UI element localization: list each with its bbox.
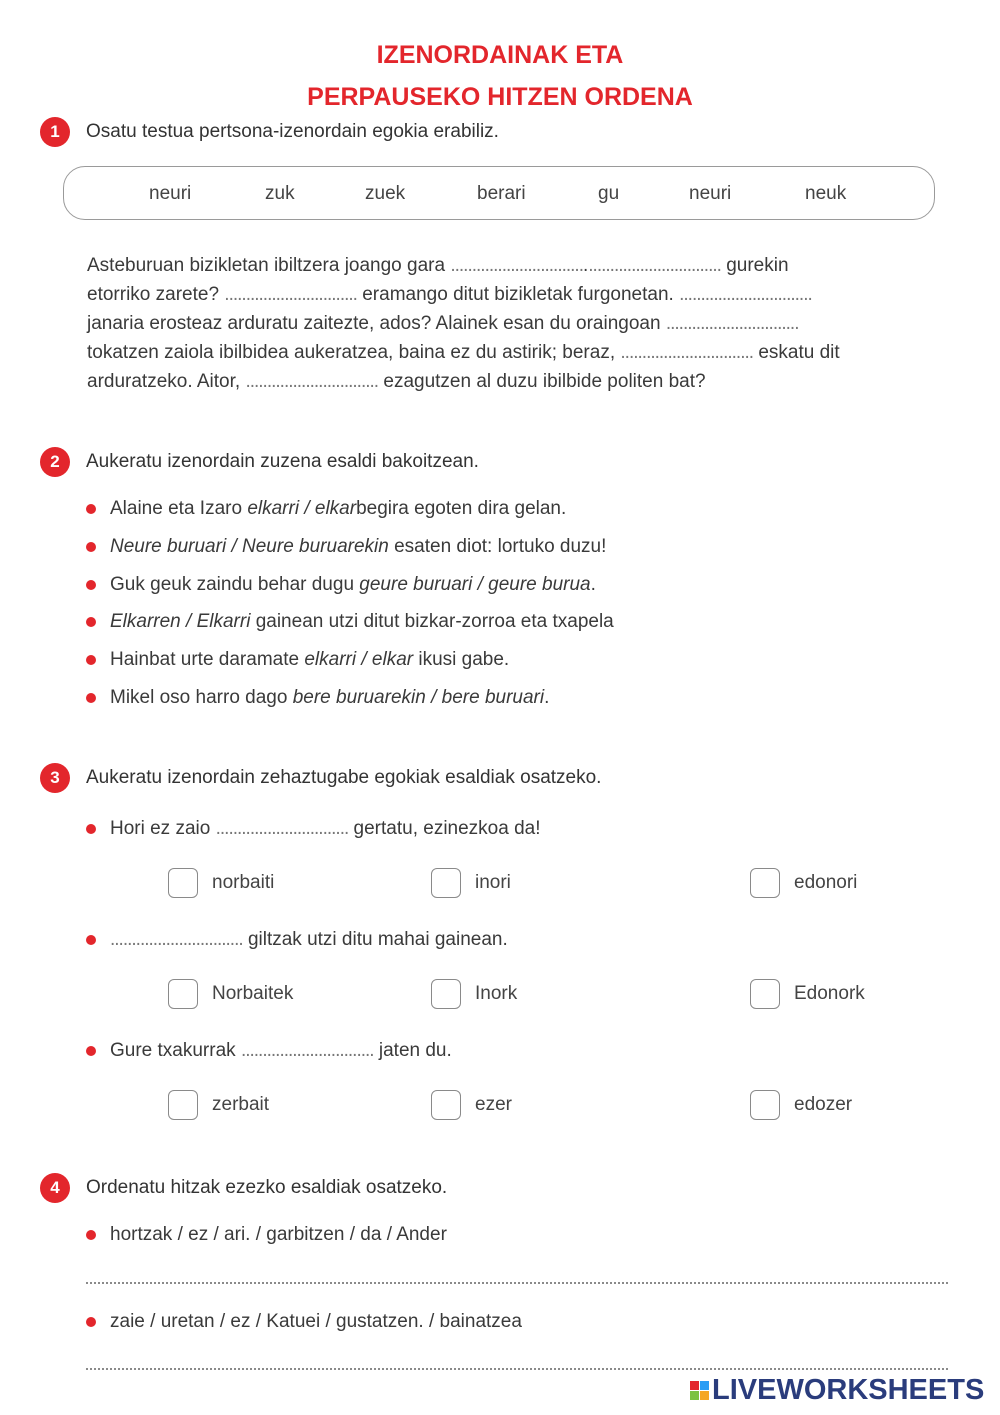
section-1-number: 1 — [40, 117, 70, 147]
bullet-dot — [86, 1230, 96, 1240]
logo-square — [690, 1381, 699, 1390]
checkbox[interactable] — [431, 1090, 461, 1120]
pronoun-options[interactable]: bere buruarekin / bere buruari — [292, 687, 545, 708]
option-label: norbaiti — [212, 872, 275, 893]
word-bank-item: zuk — [265, 183, 295, 204]
scrambled-words: hortzak / ez / ari. / garbitzen / da / Ander — [110, 1224, 447, 1245]
sentence-text: esaten diot: lortuko duzu! — [394, 536, 607, 557]
blank-6[interactable]: ............................... — [620, 342, 754, 363]
choice-sentence[interactable] — [86, 611, 614, 633]
section-3-header — [40, 763, 601, 793]
option-label: ezer — [475, 1094, 512, 1115]
checkbox[interactable] — [168, 868, 198, 898]
option-label: edozer — [794, 1094, 853, 1115]
pronoun-options[interactable]: elkarri / elkar — [247, 498, 357, 519]
bullet-dot — [86, 1046, 96, 1056]
text-line-3 — [87, 309, 967, 338]
bullet-dot — [86, 655, 96, 665]
text-line-1 — [87, 251, 967, 280]
answer-line-1[interactable] — [86, 1282, 948, 1284]
checkbox[interactable] — [750, 868, 780, 898]
bullet-dot — [86, 504, 96, 514]
pronoun-options[interactable]: geure buruari / geure burua — [359, 574, 591, 595]
question-1 — [86, 818, 541, 840]
question-3 — [86, 1040, 452, 1062]
checkbox[interactable] — [750, 979, 780, 1009]
answer-line-2[interactable] — [86, 1368, 948, 1370]
text-segment: gurekin — [726, 255, 789, 276]
option-inork[interactable] — [431, 979, 517, 1009]
bullet-dot — [86, 935, 96, 945]
sentence-text: giltzak utzi ditu mahai gainean. — [247, 929, 508, 950]
section-3-number: 3 — [40, 763, 70, 793]
checkbox[interactable] — [750, 1090, 780, 1120]
checkbox[interactable] — [431, 868, 461, 898]
sentence-text: Hainbat urte daramate — [110, 649, 300, 670]
blank[interactable]: ............................... — [215, 818, 349, 839]
logo-grid-icon — [690, 1381, 709, 1400]
option-edonork[interactable] — [750, 979, 865, 1009]
option-label: Norbaitek — [212, 983, 294, 1004]
reorder-item-1 — [86, 1224, 447, 1246]
option-inori[interactable] — [431, 868, 511, 898]
word-bank-item: gu — [598, 183, 620, 204]
section-3-instruction: Aukeratu izenordain zehaztugabe egokiak esaldiak osatzeko. — [86, 767, 602, 788]
word-bank — [63, 166, 935, 220]
sentence-text: Alaine eta Izaro — [110, 498, 243, 519]
logo-square — [690, 1391, 699, 1400]
blank-7[interactable]: ............................... — [245, 371, 379, 392]
choice-sentence[interactable] — [86, 687, 549, 709]
word-bank-item: berari — [477, 183, 526, 204]
section-4-number: 4 — [40, 1173, 70, 1203]
text-segment: tokatzen zaiola ibilbidea aukeratzea, baina ez du astirik; beraz, — [87, 342, 616, 363]
blank-2[interactable]: ............................... — [588, 255, 721, 276]
option-label: inori — [475, 872, 511, 893]
word-bank-item: neuk — [805, 183, 847, 204]
text-segment: . — [583, 255, 589, 276]
section-1-instruction: Osatu testua pertsona-izenordain egokia erabiliz. — [86, 121, 499, 142]
text-segment: ezagutzen al duzu ibilbide politen bat? — [383, 371, 706, 392]
option-ezer[interactable] — [431, 1090, 512, 1120]
bullet-dot — [86, 542, 96, 552]
sentence-text: begira egoten dira gelan. — [356, 498, 567, 519]
word-bank-item: neuri — [689, 183, 732, 204]
liveworksheets-logo — [690, 1374, 984, 1407]
checkbox[interactable] — [168, 1090, 198, 1120]
sentence-text: Hori ez zaio — [110, 818, 211, 839]
option-label: Inork — [475, 983, 518, 1004]
sentence-text: gainean utzi ditut bizkar-zorroa eta txapela — [255, 611, 614, 632]
pronoun-options[interactable]: Elkarren / Elkarri — [110, 611, 251, 632]
bullet-dot — [86, 1317, 96, 1327]
text-line-4 — [87, 338, 967, 367]
blank-4[interactable]: ............................... — [679, 284, 812, 305]
choice-sentence[interactable] — [86, 536, 606, 558]
logo-square — [700, 1391, 709, 1400]
sentence-text: ikusi gabe. — [418, 649, 510, 670]
sentence-text: Gure txakurrak — [110, 1040, 236, 1061]
checkbox[interactable] — [168, 979, 198, 1009]
bullet-dot — [86, 580, 96, 590]
section-4-header — [40, 1173, 447, 1203]
question-2 — [86, 929, 508, 951]
word-bank-item: zuek — [365, 183, 406, 204]
sentence-text: Mikel oso harro dago — [110, 687, 288, 708]
option-edozer[interactable] — [750, 1090, 852, 1120]
sentence-text: . — [590, 574, 596, 595]
word-bank-item: neuri — [149, 183, 192, 204]
pronoun-options[interactable]: elkarri / elkar — [304, 649, 414, 670]
choice-sentence[interactable] — [86, 649, 509, 671]
text-segment: arduratzeko. Aitor, — [87, 371, 241, 392]
text-segment: janaria erosteaz arduratu zaitezte, ados? Alainek esan du oraingoan — [87, 313, 661, 334]
sentence-text: jaten du. — [378, 1040, 452, 1061]
text-segment: Asteburuan bizikletan ibiltzera joango gara — [87, 255, 446, 276]
pronoun-options[interactable]: Neure buruari / Neure buruarekin — [110, 536, 389, 557]
option-edonori[interactable] — [750, 868, 857, 898]
bullet-dot — [86, 617, 96, 627]
option-label: Edonork — [794, 983, 865, 1004]
logo-text: LIVEWORKSHEETS — [712, 1374, 985, 1406]
reorder-item-2 — [86, 1311, 522, 1333]
page-title-line-2: PERPAUSEKO HITZEN ORDENA — [307, 83, 693, 111]
section-1-header — [40, 117, 499, 147]
blank-3[interactable]: ............................... — [224, 284, 357, 305]
checkbox[interactable] — [431, 979, 461, 1009]
page-title-line-1: IZENORDAINAK ETA — [376, 41, 624, 69]
section-2-instruction: Aukeratu izenordain zuzena esaldi bakoitzean. — [86, 451, 479, 472]
sentence-text: Guk geuk zaindu behar dugu — [110, 574, 355, 595]
text-segment: eskatu dit — [758, 342, 840, 363]
choice-sentence[interactable] — [86, 498, 566, 520]
blank[interactable]: ............................... — [110, 929, 243, 950]
text-segment: eramango ditut bizikletak furgonetan. — [362, 284, 674, 305]
sentence-text: gertatu, ezinezkoa da! — [353, 818, 541, 839]
text-line-2 — [87, 280, 967, 309]
section-2-header — [40, 447, 479, 477]
section-4-instruction: Ordenatu hitzak ezezko esaldiak osatzeko. — [86, 1177, 448, 1198]
scrambled-words: zaie / uretan / ez / Katuei / gustatzen. / bainatzea — [110, 1311, 522, 1332]
section-2-number: 2 — [40, 447, 70, 477]
blank-5[interactable]: ............................... — [665, 313, 799, 334]
option-zerbait[interactable] — [168, 1090, 269, 1120]
bullet-dot — [86, 693, 96, 703]
option-label: edonori — [794, 872, 858, 893]
blank-1[interactable]: ............................... — [450, 255, 583, 276]
logo-square — [700, 1381, 709, 1390]
option-label: zerbait — [212, 1094, 270, 1115]
sentence-text: . — [544, 687, 550, 708]
choice-sentence[interactable] — [86, 574, 596, 596]
option-norbaiti[interactable] — [168, 868, 274, 898]
bullet-dot — [86, 824, 96, 834]
option-norbaitek[interactable] — [168, 979, 293, 1009]
section-1-text — [87, 251, 967, 396]
text-segment: etorriko zarete? — [87, 284, 220, 305]
blank[interactable]: ............................... — [240, 1040, 374, 1061]
text-line-5 — [87, 367, 967, 396]
